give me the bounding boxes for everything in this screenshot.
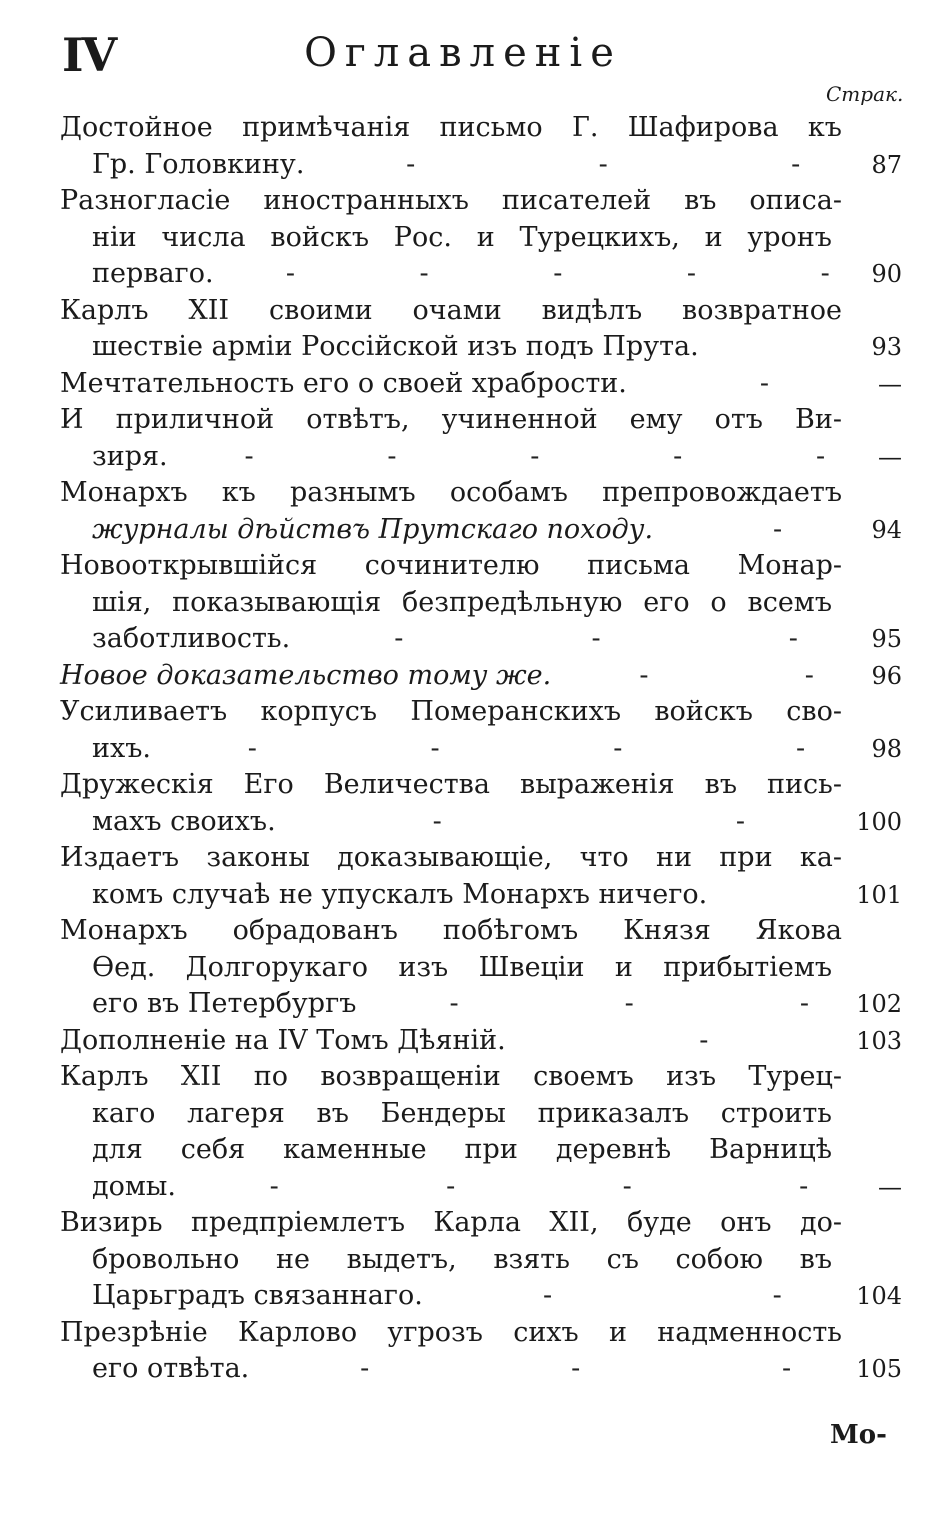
toc-entry <box>50 1205 902 1315</box>
leader-dashes: - - - - - <box>244 440 826 472</box>
leader-dashes: - <box>772 513 783 545</box>
toc-page-number: 93 <box>871 333 902 361</box>
toc-page-number: — <box>878 442 902 471</box>
toc-page-number: 98 <box>871 734 902 763</box>
toc-page-number: 94 <box>871 515 902 544</box>
toc-entry-text: комъ случаѣ не упускалъ Монархъ ничего. <box>92 878 708 910</box>
table-of-contents <box>50 110 902 1388</box>
toc-entry-text: Карлъ XII своими очами видѣлъ возвратное <box>60 294 842 326</box>
toc-page-number: — <box>878 1172 902 1201</box>
leader-dashes: - - - - - <box>285 258 830 289</box>
toc-page-number: — <box>878 369 902 398</box>
leader-dashes: - - <box>543 1280 782 1311</box>
toc-entry-text: бровольно не выдетъ, взять съ собою въ <box>92 1243 832 1275</box>
leader-dashes: - - - <box>449 988 809 1019</box>
toc-page-number: 87 <box>871 150 902 179</box>
toc-entry-text: шія, показывающія безпредѣльную его о всемъ <box>92 586 832 618</box>
catchword: Мо- <box>830 1420 887 1450</box>
toc-entry-text: Издаетъ законы доказывающіе, что ни при ка- <box>60 842 842 873</box>
toc-entry-text: зиря. <box>92 440 168 472</box>
toc-entry-text: Мечтательность его о своей храбрости. <box>60 367 627 399</box>
toc-entry <box>50 767 902 840</box>
toc-entry-text: Ѳед. Долгорукаго изъ Швеціи и прибытіемъ <box>92 951 832 983</box>
toc-entry <box>50 1059 902 1205</box>
toc-entry-text: его въ Петербургъ <box>92 988 357 1019</box>
toc-entry-text: его отвѣта. <box>92 1353 250 1384</box>
toc-entry-text: ніи числа войскъ Рос. и Турецкихъ, и уронъ <box>92 221 832 253</box>
toc-entry-text: Гр. Головкину. <box>92 148 305 180</box>
page-column-label: Страк. <box>826 82 904 106</box>
toc-page-number: 104 <box>856 1282 902 1310</box>
toc-page-number: 103 <box>856 1026 902 1055</box>
toc-entry <box>50 402 902 475</box>
toc-entry-text: каго лагеря въ Бендеры приказалъ строить <box>92 1097 832 1129</box>
toc-entry-text: махъ своихъ. <box>92 805 276 837</box>
toc-entry-text: ихъ. <box>92 732 151 764</box>
toc-entry-text: журналы дѣйствъ Прутскаго походу. <box>92 513 654 545</box>
toc-entry <box>50 694 902 767</box>
toc-entry-text: перваго. <box>92 258 214 289</box>
toc-entry-text: Монархъ къ разнымъ особамъ препровождаетъ <box>60 477 842 508</box>
toc-entry-text: для себя каменные при деревнѣ Варницѣ <box>92 1134 832 1165</box>
toc-page-number: 95 <box>871 625 902 653</box>
toc-entry-text: Карлъ XII по возвращеніи своемъ изъ Турец- <box>60 1061 842 1092</box>
toc-page-number: 100 <box>856 807 902 836</box>
page-title: Оглавленіе <box>304 30 622 76</box>
page-number: IV <box>62 28 116 82</box>
toc-entry <box>50 840 902 913</box>
toc-page-number: 102 <box>856 990 902 1018</box>
toc-entry-text: Новое доказательство тому же. <box>60 659 552 691</box>
leader-dashes: - - - <box>360 1353 792 1384</box>
toc-entry-text: заботливость. <box>92 623 291 654</box>
toc-page-number: 96 <box>871 661 902 690</box>
toc-entry <box>50 183 902 293</box>
leader-dashes: - - <box>432 805 745 837</box>
toc-entry-text: Усиливаетъ корпусъ Померанскихъ войскъ сво- <box>60 696 842 727</box>
leader-dashes: - <box>699 1024 709 1056</box>
toc-entry-text: Визирь предпріемлетъ Карла XII, буде онъ до- <box>60 1207 842 1238</box>
toc-entry <box>50 1315 902 1388</box>
leader-dashes: - - <box>639 659 814 691</box>
leader-dashes: - - - <box>406 148 801 180</box>
toc-entry-text: Дополненіе на IV Томъ Дѣяній. <box>60 1024 506 1056</box>
toc-entry-text: Дружескія Его Величества выраженія въ пись- <box>60 769 842 800</box>
toc-page-number: 105 <box>856 1355 902 1383</box>
toc-entry <box>50 1023 902 1060</box>
toc-entry-text: Презрѣніе Карлово угрозъ сихъ и надменность <box>60 1316 842 1348</box>
toc-page-number: 90 <box>871 260 902 288</box>
toc-entry-text: Достойное примѣчанія письмо Г. Шафирова къ <box>60 112 842 143</box>
leader-dashes: - - - - <box>247 732 806 764</box>
toc-entry-text: Царьградъ связаннаго. <box>92 1280 423 1311</box>
leader-dashes: - <box>759 367 769 399</box>
toc-entry <box>50 658 902 695</box>
toc-entry <box>50 548 902 658</box>
toc-entry-text: Монархъ обрадованъ побѣгомъ Князя Якова <box>60 915 842 946</box>
toc-entry <box>50 913 902 1023</box>
toc-entry-text: Разногласіе иностранныхъ писателей въ описа- <box>60 185 842 216</box>
toc-entry <box>50 366 902 403</box>
toc-entry-text: Новооткрывшійся сочинителю письма Монар- <box>60 550 842 581</box>
toc-entry <box>50 110 902 183</box>
toc-entry <box>50 293 902 366</box>
toc-entry-text: шествіе арміи Россійской изъ подъ Прута. <box>92 331 699 362</box>
toc-page-number: 101 <box>856 880 902 909</box>
toc-entry-text: И приличной отвѣтъ, учиненной ему отъ Ви- <box>60 404 842 435</box>
leader-dashes: - - - <box>394 623 798 654</box>
toc-entry-text: домы. <box>92 1170 176 1202</box>
toc-entry <box>50 475 902 548</box>
leader-dashes: - - - - <box>269 1170 809 1202</box>
